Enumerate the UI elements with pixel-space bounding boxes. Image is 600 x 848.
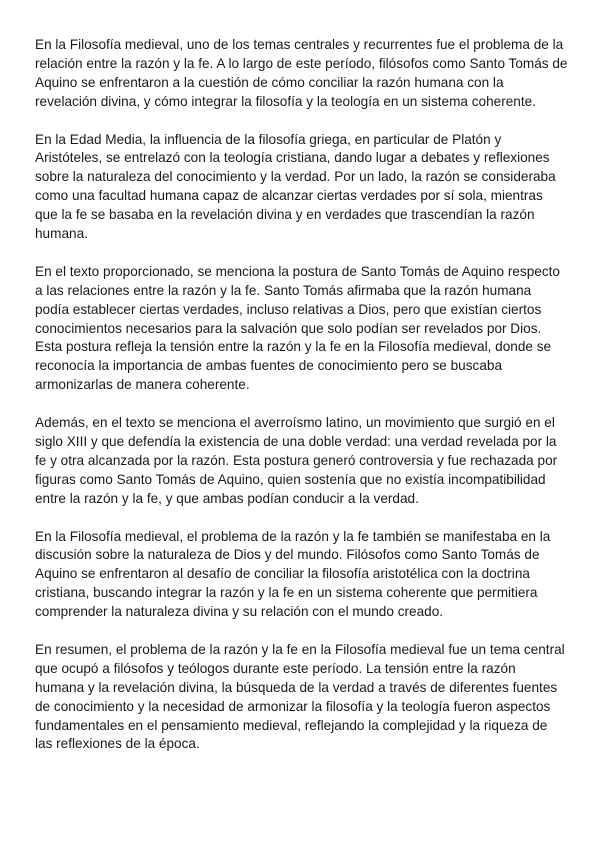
paragraph-1: En la Filosofía medieval, uno de los temas centrales y recurrentes fue el problema de la relación entre la razón y la fe. A lo largo de este período, filósofos como Santo Tomás de Aquino se enfrentaron a la cuestión de cómo conciliar la razón humana con la revelación divina, y cómo integrar la filosofía y la teología en un sistema coherente. <box>35 37 568 109</box>
paragraph-2: En la Edad Media, la influencia de la filosofía griega, en particular de Platón y Aristóteles, se entrelazó con la teología cristiana, dando lugar a debates y reflexiones sobre la naturaleza del conocimiento y la verdad. Por un lado, la razón se consideraba como una facultad humana capaz de alcanzar ciertas verdades por sí sola, mientras que la fe se basaba en la revelación divina y en verdades que trascendían la razón humana. <box>35 131 556 242</box>
paragraph-5: En la Filosofía medieval, el problema de la razón y la fe también se manifestaba en la discusión sobre la naturaleza de Dios y del mundo. Filósofos como Santo Tomás de Aquino se enfrentaron al desafío de conciliar la filosofía aristotélica con la doctrina cristiana, buscando integrar la razón y la fe en un sistema coherente que permitiera comprender la naturaleza divina y su relación con el mundo creado. <box>35 528 551 620</box>
document-body <box>35 36 568 773</box>
paragraph-3: En el texto proporcionado, se menciona la postura de Santo Tomás de Aquino respecto a las relaciones entre la razón y la fe. Santo Tomás afirmaba que la razón humana podía establecer ciertas verdades, incluso relativas a Dios, pero que existían ciertos conocimientos necesarios para la salvación que solo podían ser revelados por Dios. Esta postura refleja la tensión entre la razón y la fe en la Filosofía medieval, donde se reconocía la importancia de ambas fuentes de conocimiento pero se buscaba armonizarlas de manera coherente. <box>35 263 560 393</box>
paragraph-4: Además, en el texto se menciona el averroísmo latino, un movimiento que surgió en el siglo XIII y que defendía la existencia de una doble verdad: una verdad revelada por la fe y otra alcanzada por la razón. Esta postura generó controversia y fue rechazada por figuras como Santo Tomás de Aquino, quien sostenía que no existía incompatibilidad entre la razón y la fe, y que ambas podían conducir a la verdad. <box>35 415 558 506</box>
paragraph-6: En resumen, el problema de la razón y la fe en la Filosofía medieval fue un tema central que ocupó a filósofos y teólogos durante este período. La tensión entre la razón humana y la revelación divina, la búsqueda de la verdad a través de diferentes fuentes de conocimiento y la necesidad de armonizar la filosofía y la teología fueron aspectos fundamentales en el pensamiento medieval, reflejando la complejidad y la riqueza de las reflexiones de la época. <box>35 641 565 752</box>
